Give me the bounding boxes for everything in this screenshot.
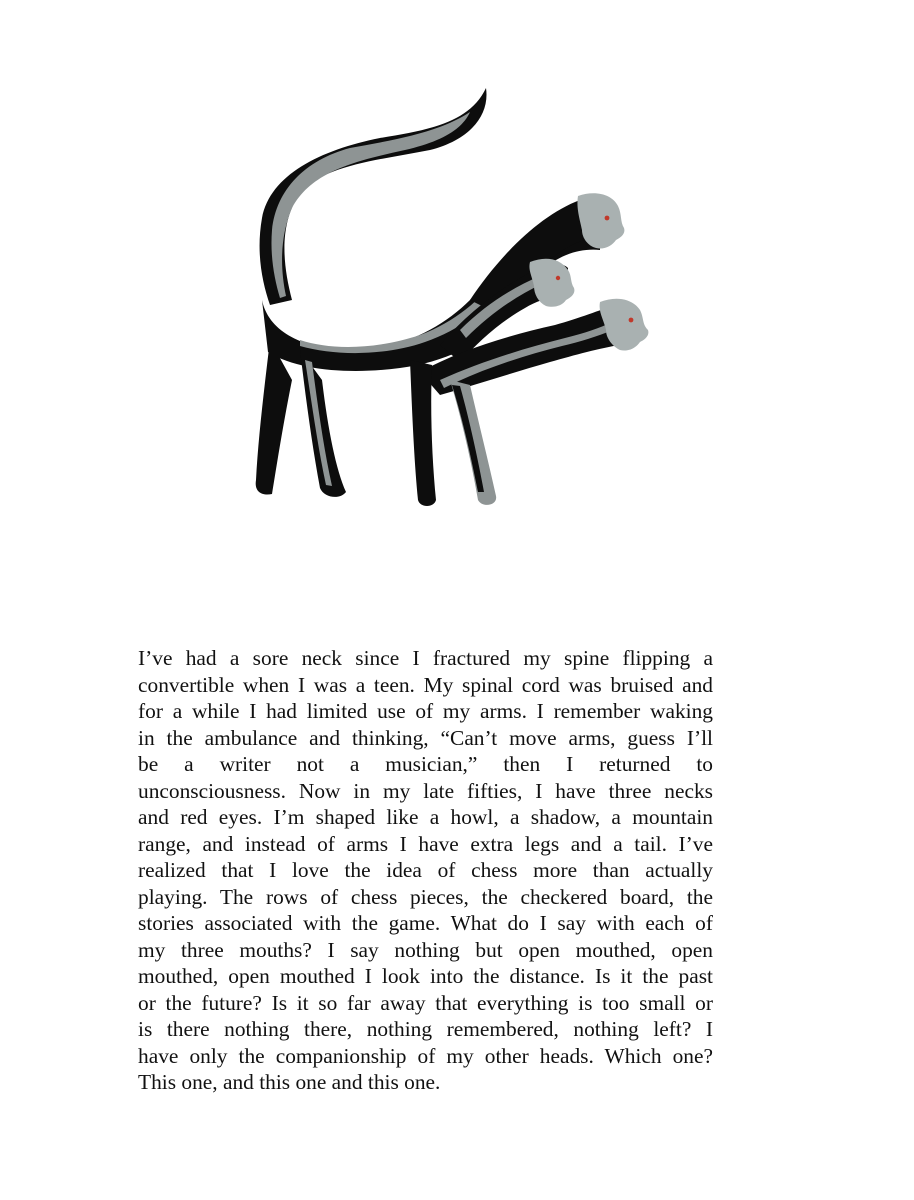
head-lower-eye: [629, 318, 634, 323]
prose-line: range, and instead of arms I have extra legs and a tail. I’ve: [138, 831, 713, 856]
prose-line: in the ambulance and thinking, “Can’t move arms, guess I’ll: [138, 725, 713, 750]
prose-line: and red eyes. I’m shaped like a howl, a shadow, a mountain: [138, 805, 713, 829]
prose-line: playing. The rows of chess pieces, the checkered board, the: [138, 884, 713, 909]
prose-line: I’ve had a sore neck since I fractured my spine flipping a: [138, 646, 713, 670]
prose-line: realized that I love the idea of chess more than actually: [138, 858, 713, 882]
prose-line: This one, and this one and this one.: [138, 1070, 441, 1094]
prose-line: stories associated with the game. What do I say with each of: [138, 911, 713, 935]
prose-line: or the future? Is it so far away that everything is too small or: [138, 990, 713, 1015]
three-headed-creature-illustration: [240, 80, 660, 520]
prose-line: is there nothing there, nothing remembered, nothing left? I: [138, 1017, 713, 1041]
prose-line: mouthed, open mouthed I look into the distance. Is it the past: [138, 964, 713, 988]
prose-line: be a writer not a musician,” then I returned to: [138, 752, 713, 776]
prose-line: convertible when I was a teen. My spinal cord was bruised and: [138, 672, 713, 697]
prose-paragraph: [138, 645, 713, 1096]
leg-rear-left: [256, 340, 292, 494]
head-middle-eye: [556, 276, 560, 280]
prose-line: unconsciousness. Now in my late fifties, I have three necks: [138, 778, 713, 803]
head-top-eye: [605, 216, 610, 221]
prose-line: my three mouths? I say nothing but open mouthed, open: [138, 937, 713, 962]
prose-line: for a while I had limited use of my arms. I remember waking: [138, 699, 713, 723]
prose-line: have only the companionship of my other heads. Which one?: [138, 1043, 713, 1068]
